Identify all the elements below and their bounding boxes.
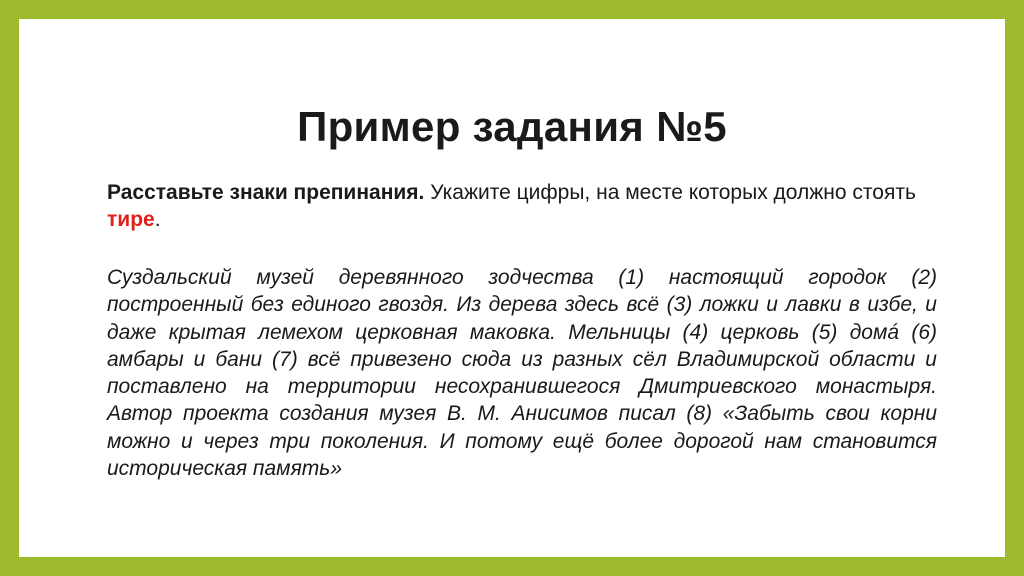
instruction-text: Укажите цифры, на месте которых должно стоять	[424, 181, 916, 204]
instruction-end: .	[154, 208, 161, 231]
slide	[19, 19, 1005, 557]
instruction-highlight: тире	[107, 208, 155, 231]
slide-title: Пример задания №5	[297, 103, 727, 150]
exercise-passage: Суздальский музей деревянного зодчества (1) настоящий городок (2) построенный без единого гвоздя. Из дерева здесь всё (3) ложки и лавки в избе, и даже крытая лемехом церковная маковка. Мельницы (4) церковь (5) домá (6) амбары и бани (7) всё привезено сюда из разных сёл Владимирской области и поставлено на территории несохранившегося Дмитриевского монастыря. Автор проекта создания музея В. М. Анисимов писал (8) «Забыть свои корни можно и через три поколения. И потому ещё более дорогой нам становится историческая память»	[107, 266, 937, 481]
task-instruction	[107, 179, 937, 233]
instruction-bold: Расставьте знаки препинания.	[107, 181, 425, 204]
